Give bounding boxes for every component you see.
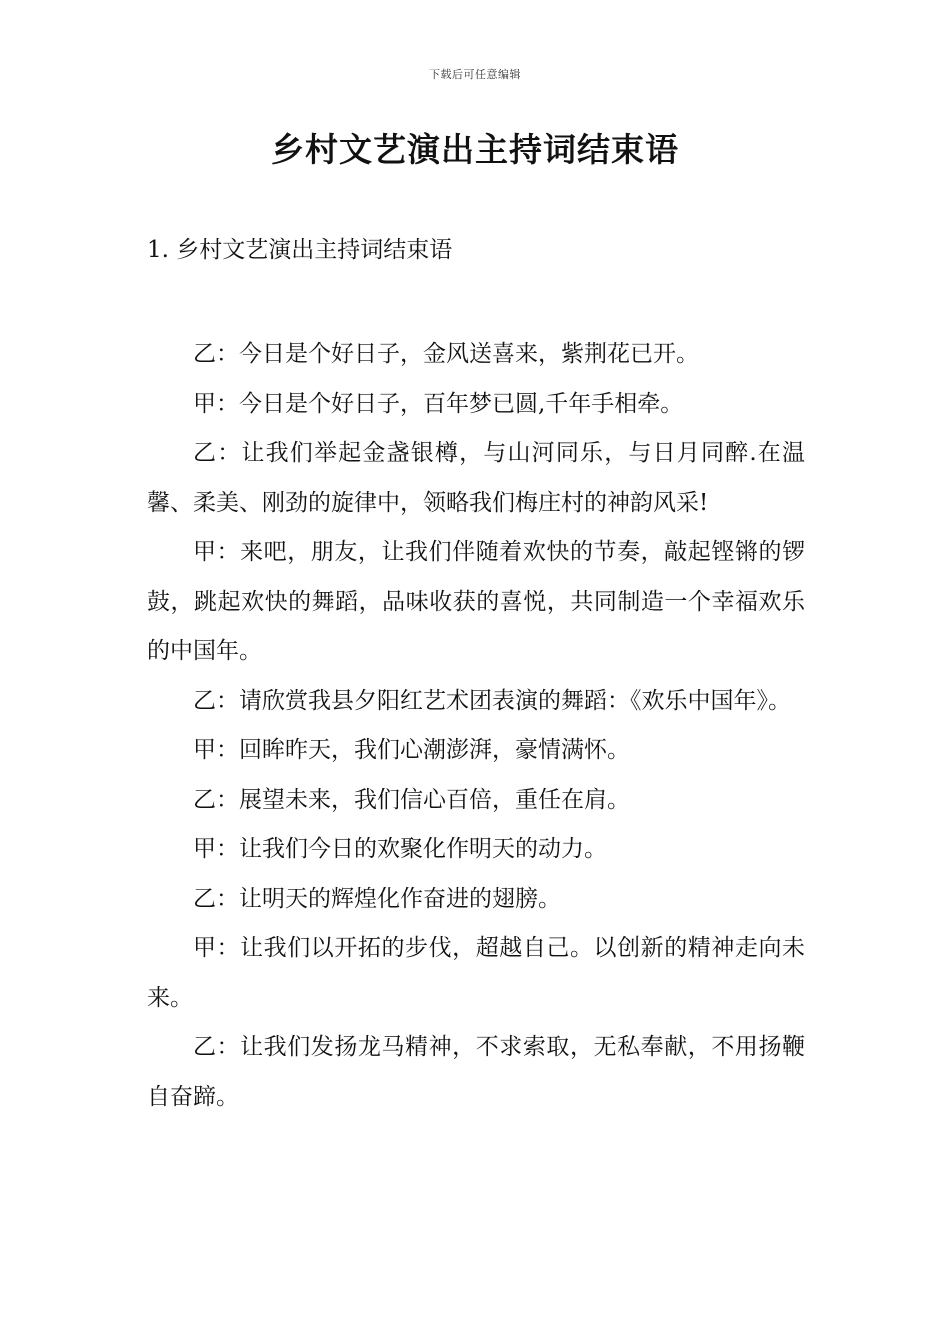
- paragraph: 乙：今日是个好日子，金风送喜来，紫荆花已开。: [193, 341, 699, 367]
- paragraph: 乙：让我们发扬龙马精神，不求索取，无私奉献，不用扬鞭自奋蹄。: [147, 1034, 805, 1110]
- paragraph: 甲：让我们以开拓的步伐，超越自己。以创新的精神走向未来。: [147, 935, 805, 1011]
- paragraph: 甲：回眸昨天，我们心潮澎湃，豪情满怀。: [193, 737, 630, 763]
- section-heading: 1. 乡村文艺演出主持词结束语: [147, 237, 453, 263]
- paragraph: 乙：展望未来，我们信心百倍，重任在肩。: [193, 786, 630, 813]
- paragraph: 乙：让我们举起金盏银樽，与山河同乐，与日月同醉.在温馨、柔美、刚劲的旋律中，领略我们梅庄村的神韵风采!: [147, 440, 805, 516]
- header-note: 下载后可任意编辑: [429, 68, 521, 81]
- paragraph: 甲：今日是个好日子，百年梦已圆,千年手相牵。: [193, 390, 684, 417]
- paragraph: 甲：让我们今日的欢聚化作明天的动力。: [193, 836, 607, 862]
- body-text: [147, 330, 805, 1122]
- paragraph: 乙：请欣赏我县夕阳红艺术团表演的舞蹈：《欢乐中国年》。: [193, 687, 791, 714]
- paragraph: 甲：来吧，朋友，让我们伴随着欢快的节奏，敲起铿锵的锣鼓，跳起欢快的舞蹈，品味收获的喜悦，共同制造一个幸福欢乐的中国年。: [147, 539, 805, 664]
- paragraph: 乙：让明天的辉煌化作奋进的翅膀。: [193, 885, 561, 912]
- document-title: 乡村文艺演出主持词结束语: [271, 130, 679, 169]
